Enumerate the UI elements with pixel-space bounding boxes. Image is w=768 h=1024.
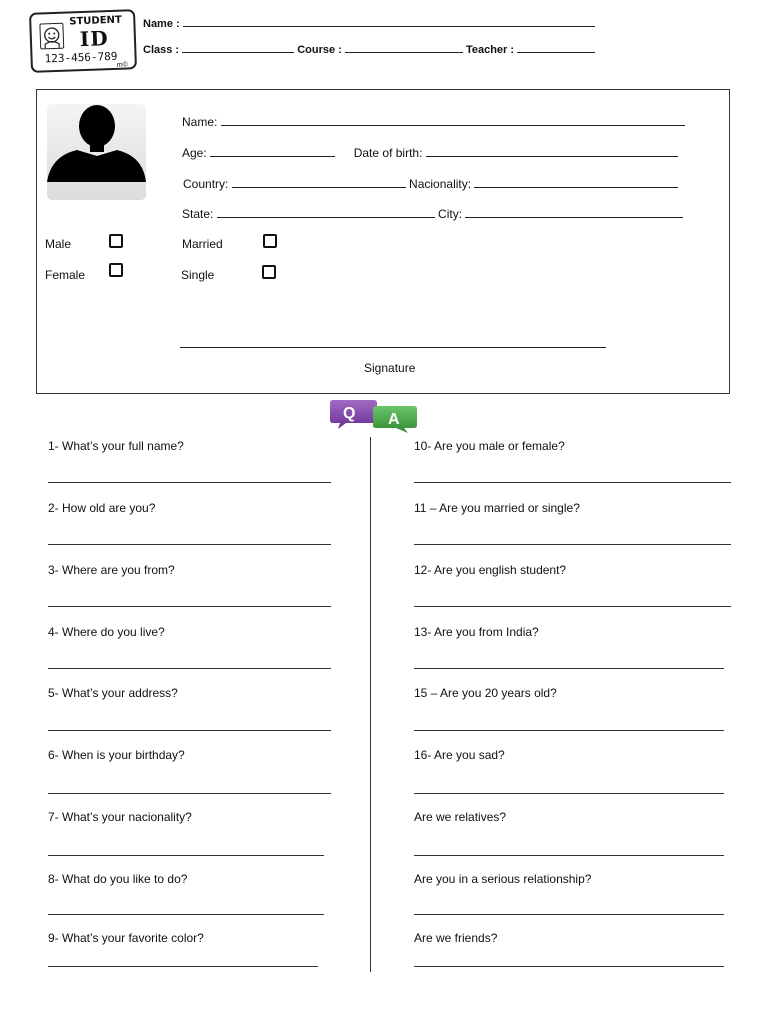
answer-line-9[interactable]: [48, 966, 318, 967]
answer-line-13[interactable]: [414, 668, 724, 669]
form-country-line[interactable]: [232, 176, 406, 188]
header-class-label: Class :: [143, 44, 180, 56]
answer-line-7[interactable]: [48, 855, 324, 856]
answer-line-16[interactable]: [414, 793, 724, 794]
question-5: 5- What’s your address?: [48, 686, 178, 700]
gender-male-label: Male: [45, 237, 72, 251]
header-course-label: Course :: [297, 44, 342, 56]
answer-line-1[interactable]: [48, 482, 331, 483]
question-9: 9- What’s your favorite color?: [48, 931, 204, 945]
status-single-label: Single: [181, 268, 215, 282]
gender-female-label: Female: [45, 268, 86, 282]
answer-line-8[interactable]: [48, 914, 324, 915]
face-icon: [39, 23, 64, 50]
header-teacher-line[interactable]: [517, 41, 595, 53]
question-12: 12- Are you english student?: [414, 563, 567, 577]
female-checkbox[interactable]: [109, 263, 123, 277]
question-8: 8- What do you like to do?: [48, 872, 188, 886]
logo-id-text: ID: [79, 26, 110, 52]
form-city-line[interactable]: [465, 206, 683, 218]
question-4: 4- Where do you live?: [48, 625, 165, 639]
question-3: 3- Where are you from?: [48, 563, 175, 577]
signature-label: Signature: [364, 361, 416, 375]
answer-line-6[interactable]: [48, 793, 331, 794]
form-country-row: [183, 176, 678, 191]
header-teacher-label: Teacher :: [465, 44, 515, 56]
header-class-field: [143, 41, 595, 56]
form-age-row: [182, 145, 678, 160]
avatar: [47, 104, 146, 200]
qa-a-letter: A: [388, 411, 400, 428]
answer-line-11[interactable]: [414, 544, 731, 545]
answer-line-friends[interactable]: [414, 966, 724, 967]
logo-number: 123-456-789: [44, 49, 118, 66]
male-checkbox[interactable]: [109, 234, 123, 248]
question-1: 1- What’s your full name?: [48, 439, 184, 453]
question-2: 2- How old are you?: [48, 501, 156, 515]
question-10: 10- Are you male or female?: [414, 439, 565, 453]
answer-line-5[interactable]: [48, 730, 331, 731]
answer-line-relationship[interactable]: [414, 914, 724, 915]
form-state-row: [182, 206, 683, 221]
answer-line-15[interactable]: [414, 730, 724, 731]
question-11: 11 – Are you married or single?: [414, 501, 580, 515]
form-nacionality-label: Nacionality:: [409, 177, 472, 191]
column-divider: [370, 437, 371, 972]
form-name-field: [182, 114, 685, 129]
form-age-line[interactable]: [210, 145, 335, 157]
form-dob-line[interactable]: [426, 145, 678, 157]
signature-line[interactable]: [180, 347, 606, 348]
form-state-label: State:: [182, 207, 214, 221]
question-16: 16- Are you sad?: [414, 748, 505, 762]
form-country-label: Country:: [183, 177, 229, 191]
logo-student-text: STUDENT: [69, 14, 122, 28]
status-married-label: Married: [182, 237, 223, 251]
form-name-line[interactable]: [221, 114, 685, 126]
answer-line-10[interactable]: [414, 482, 731, 483]
question-friends: Are we friends?: [414, 931, 498, 945]
header-name-label: Name :: [143, 18, 180, 30]
answer-line-12[interactable]: [414, 606, 731, 607]
form-state-line[interactable]: [217, 206, 435, 218]
header-course-line[interactable]: [345, 41, 463, 53]
qa-icon: [330, 398, 420, 434]
form-dob-label: Date of birth:: [353, 146, 423, 160]
question-13: 13- Are you from India?: [414, 625, 539, 639]
person-silhouette-icon: [47, 104, 146, 200]
answer-line-relatives[interactable]: [414, 855, 724, 856]
student-id-logo: [29, 9, 137, 73]
question-6: 6- When is your birthday?: [48, 748, 185, 762]
answer-line-2[interactable]: [48, 544, 331, 545]
qa-q-letter: Q: [343, 405, 356, 422]
form-age-label: Age:: [182, 146, 207, 160]
answer-line-3[interactable]: [48, 606, 331, 607]
answer-line-4[interactable]: [48, 668, 331, 669]
header-name-line[interactable]: [183, 15, 595, 27]
single-checkbox[interactable]: [262, 265, 276, 279]
header-name-field: [143, 15, 595, 30]
logo-mark: m©: [116, 61, 128, 69]
form-city-label: City:: [438, 207, 463, 221]
header-class-line[interactable]: [182, 41, 294, 53]
question-7: 7- What’s your nacionality?: [48, 810, 192, 824]
question-relationship: Are you in a serious relationship?: [414, 872, 592, 886]
question-relatives: Are we relatives?: [414, 810, 507, 824]
form-name-label: Name:: [182, 115, 218, 129]
form-nacionality-line[interactable]: [474, 176, 678, 188]
question-15: 15 – Are you 20 years old?: [414, 686, 557, 700]
married-checkbox[interactable]: [263, 234, 277, 248]
